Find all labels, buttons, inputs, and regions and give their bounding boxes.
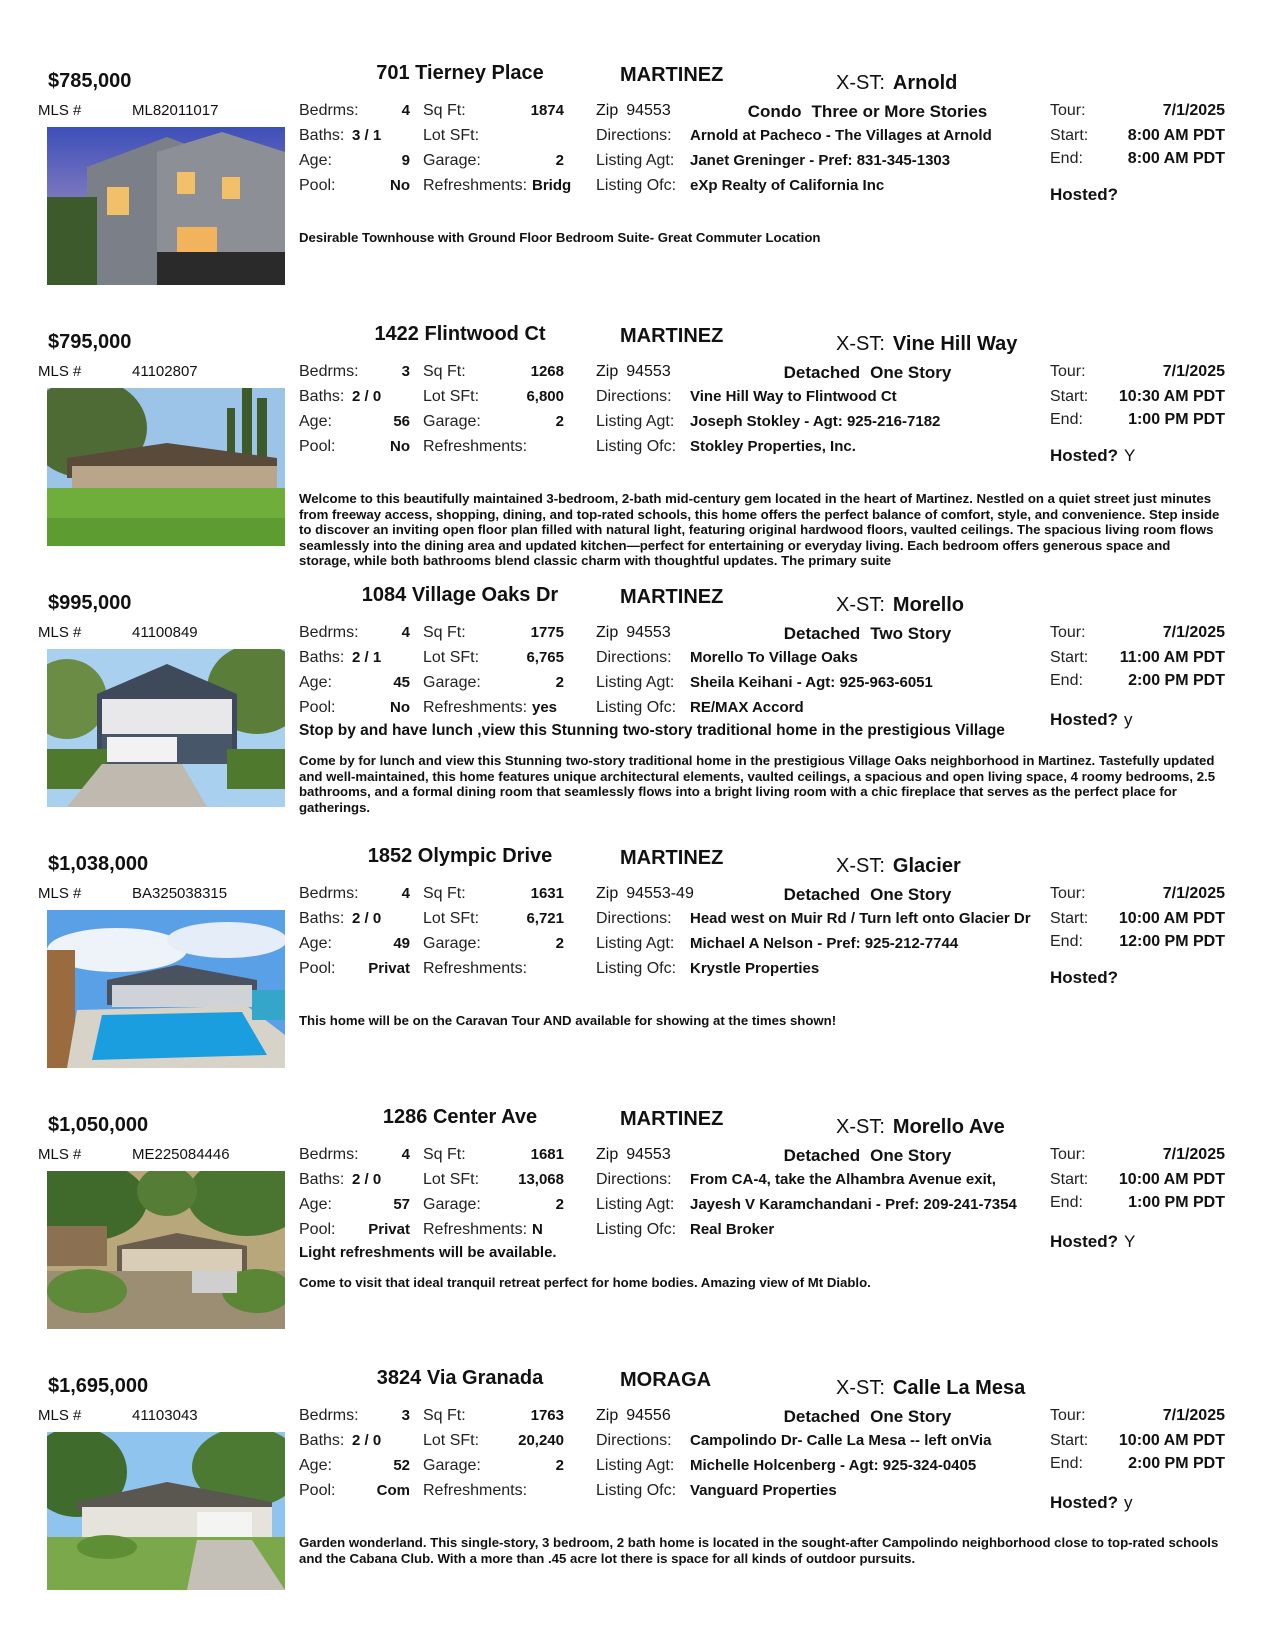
baths-label: Baths: — [299, 388, 345, 405]
refreshments-value: Bridg — [532, 177, 572, 194]
age-label: Age: — [299, 674, 332, 691]
tour-label: Tour: — [1050, 624, 1086, 641]
sqft-value: 1268 — [530, 363, 564, 380]
baths-value: 3 / 1 — [352, 127, 382, 144]
property-type-value: Detached — [783, 1407, 861, 1426]
zip-label: Zip — [596, 624, 619, 641]
bedrooms-label: Bedrms: — [299, 1407, 359, 1424]
property-type — [700, 1146, 1035, 1166]
start-time: 10:00 AM PDT — [1118, 1432, 1225, 1449]
bedrooms-label: Bedrms: — [299, 102, 359, 119]
listing-address: 3824 Via Granada — [376, 1367, 544, 1389]
listing-agent-value: Sheila Keihani - Agt: 925-963-6051 — [690, 674, 933, 691]
cross-street-value: Calle La Mesa — [892, 1377, 1026, 1399]
sqft-label: Sq Ft: — [423, 624, 466, 641]
garage-label: Garage: — [423, 935, 481, 952]
tour-date: 7/1/2025 — [1162, 624, 1225, 641]
listing-subheading: Light refreshments will be available. — [299, 1244, 557, 1261]
property-type-value: Condo — [747, 102, 802, 121]
garage-value: 2 — [555, 152, 564, 169]
garage-label: Garage: — [423, 1457, 481, 1474]
listing-agent-value: Michael A Nelson - Pref: 925-212-7744 — [690, 935, 959, 952]
sqft-label: Sq Ft: — [423, 102, 466, 119]
bedrooms-value: 4 — [401, 1146, 410, 1163]
listing-address: 1852 Olympic Drive — [367, 845, 553, 867]
listing-card — [0, 845, 1275, 1105]
mls-label: MLS # — [38, 624, 82, 641]
listing-card — [0, 584, 1275, 844]
tour-date: 7/1/2025 — [1162, 363, 1225, 380]
listing-price: $795,000 — [48, 331, 132, 353]
bedrooms-value: 4 — [401, 624, 410, 641]
listing-photo — [47, 1432, 285, 1590]
zip-label: Zip — [596, 1407, 619, 1424]
stories-value: One Story — [870, 885, 952, 904]
cross-street-label: X-ST: — [836, 333, 885, 355]
directions-label: Directions: — [596, 127, 672, 144]
zip — [596, 885, 694, 903]
cross-street-label: X-ST: — [836, 1116, 885, 1138]
listing-price: $1,050,000 — [48, 1114, 149, 1136]
cross-street-label: X-ST: — [836, 1377, 885, 1399]
listing-agent-label: Listing Agt: — [596, 674, 675, 691]
cross-street-value: Glacier — [892, 855, 961, 877]
listing-agent-label: Listing Agt: — [596, 1457, 675, 1474]
pool-value: No — [390, 699, 410, 716]
garage-label: Garage: — [423, 152, 481, 169]
listing-photo — [47, 388, 285, 546]
garage-value: 2 — [555, 1196, 564, 1213]
zip — [596, 363, 671, 381]
listing-remarks: This home will be on the Caravan Tour AND available for showing at the times shown! — [299, 1013, 837, 1028]
end-label: End: — [1050, 150, 1083, 167]
listing-address: 1084 Village Oaks Dr — [361, 584, 559, 606]
listing-city: MARTINEZ — [620, 64, 724, 86]
start-label: Start: — [1050, 1432, 1089, 1449]
hosted — [1050, 185, 1124, 205]
property-type-value: Detached — [783, 624, 861, 643]
listing-remarks: Come to visit that ideal tranquil retreat perfect for home bodies. Amazing view of Mt Diablo. — [299, 1275, 871, 1290]
stories-value: One Story — [870, 1407, 952, 1426]
listing-city: MARTINEZ — [620, 586, 724, 608]
sqft-value: 1775 — [530, 624, 564, 641]
stories-value: Two Story — [870, 624, 952, 643]
listing-card — [0, 1367, 1275, 1627]
age-label: Age: — [299, 1457, 332, 1474]
cross-street-value: Vine Hill Way — [892, 333, 1018, 355]
cross-street-label: X-ST: — [836, 855, 885, 877]
age-label: Age: — [299, 152, 332, 169]
listing-photo — [47, 649, 285, 807]
directions-value: Morello To Village Oaks — [690, 649, 858, 666]
baths-label: Baths: — [299, 127, 345, 144]
directions-label: Directions: — [596, 910, 672, 927]
hosted — [1050, 710, 1133, 730]
garage-value: 2 — [555, 1457, 564, 1474]
property-type-value: Detached — [783, 363, 861, 382]
hosted-label: Hosted? — [1050, 968, 1118, 987]
age-value: 9 — [401, 152, 410, 169]
age-label: Age: — [299, 413, 332, 430]
cross-street-value: Arnold — [892, 72, 958, 94]
listing-remarks: Garden wonderland. This single-story, 3 bedroom, 2 bath home is located in the sought-after Campolindo neighborhood close to top-rated schools and the Cabana Club. With a more than .45 acre lot there is space for all kinds of outdoor pursuits. — [299, 1535, 1219, 1566]
directions-value: Arnold at Pacheco - The Villages at Arnold — [690, 127, 992, 144]
garage-value: 2 — [555, 674, 564, 691]
sqft-label: Sq Ft: — [423, 363, 466, 380]
hosted — [1050, 1232, 1135, 1252]
zip-label: Zip — [596, 885, 619, 902]
refreshments-value: N — [532, 1221, 543, 1238]
tour-label: Tour: — [1050, 363, 1086, 380]
lot-sqft-label: Lot SFt: — [423, 1432, 480, 1449]
age-value: 49 — [393, 935, 410, 952]
listing-office-label: Listing Ofc: — [596, 960, 677, 977]
listing-card — [0, 323, 1275, 583]
listing-office-value: Stokley Properties, Inc. — [690, 438, 856, 455]
property-type — [700, 624, 1035, 644]
directions-value: Vine Hill Way to Flintwood Ct — [690, 388, 897, 405]
pool-label: Pool: — [299, 177, 336, 194]
mls-label: MLS # — [38, 363, 82, 380]
listing-office-value: Krystle Properties — [690, 960, 820, 977]
listing-office-value: eXp Realty of California Inc — [690, 177, 885, 194]
directions-label: Directions: — [596, 1171, 672, 1188]
cross-street-label: X-ST: — [836, 72, 885, 94]
listing-photo — [47, 1171, 285, 1329]
end-time: 2:00 PM PDT — [1128, 672, 1225, 689]
listing-office-label: Listing Ofc: — [596, 1482, 677, 1499]
garage-label: Garage: — [423, 1196, 481, 1213]
hosted — [1050, 446, 1135, 466]
mls-label: MLS # — [38, 1407, 82, 1424]
tour-label: Tour: — [1050, 1146, 1086, 1163]
end-time: 1:00 PM PDT — [1128, 1194, 1225, 1211]
bedrooms-label: Bedrms: — [299, 1146, 359, 1163]
listing-office-value: Vanguard Properties — [690, 1482, 837, 1499]
listing-office-value: RE/MAX Accord — [690, 699, 804, 716]
refreshments-label: Refreshments: — [423, 960, 528, 977]
baths-value: 2 / 1 — [352, 649, 382, 666]
listing-address: 1286 Center Ave — [382, 1106, 538, 1128]
baths-value: 2 / 0 — [352, 910, 382, 927]
listing-price: $785,000 — [48, 70, 132, 92]
baths-value: 2 / 0 — [352, 388, 382, 405]
baths-value: 2 / 0 — [352, 1171, 382, 1188]
listing-office-label: Listing Ofc: — [596, 438, 677, 455]
end-time: 2:00 PM PDT — [1128, 1455, 1225, 1472]
age-value: 52 — [393, 1457, 410, 1474]
listing-card — [0, 1106, 1275, 1366]
listing-agent-label: Listing Agt: — [596, 935, 675, 952]
zip-value: 94553-49 — [626, 885, 694, 902]
listing-photo — [47, 127, 285, 285]
start-time: 8:00 AM PDT — [1127, 127, 1225, 144]
bedrooms-label: Bedrms: — [299, 885, 359, 902]
zip — [596, 624, 671, 642]
tour-label: Tour: — [1050, 1407, 1086, 1424]
start-label: Start: — [1050, 1171, 1089, 1188]
hosted-value: Y — [1124, 1232, 1136, 1251]
pool-label: Pool: — [299, 1221, 336, 1238]
pool-label: Pool: — [299, 699, 336, 716]
zip-value: 94556 — [626, 1407, 671, 1424]
end-label: End: — [1050, 1455, 1083, 1472]
lot-sqft-value: 6,800 — [526, 388, 564, 405]
age-label: Age: — [299, 935, 332, 952]
end-time: 12:00 PM PDT — [1119, 933, 1225, 950]
refreshments-label: Refreshments: — [423, 1482, 528, 1499]
property-type — [700, 363, 1035, 383]
listing-address: 701 Tierney Place — [376, 62, 544, 84]
sqft-label: Sq Ft: — [423, 1407, 466, 1424]
cross-street — [836, 1377, 1025, 1400]
age-value: 45 — [393, 674, 410, 691]
start-label: Start: — [1050, 910, 1089, 927]
property-type-value: Detached — [783, 1146, 861, 1165]
listing-photo — [47, 910, 285, 1068]
listing-price: $995,000 — [48, 592, 132, 614]
pool-value: No — [390, 177, 410, 194]
bedrooms-value: 4 — [401, 102, 410, 119]
sqft-value: 1874 — [530, 102, 564, 119]
listing-address: 1422 Flintwood Ct — [374, 323, 546, 345]
end-time: 1:00 PM PDT — [1128, 411, 1225, 428]
stories-value: One Story — [870, 1146, 952, 1165]
lot-sqft-label: Lot SFt: — [423, 649, 480, 666]
baths-label: Baths: — [299, 1432, 345, 1449]
hosted-label: Hosted? — [1050, 1232, 1118, 1251]
end-label: End: — [1050, 672, 1083, 689]
refreshments-label: Refreshments: — [423, 438, 528, 455]
sqft-value: 1763 — [530, 1407, 564, 1424]
zip-label: Zip — [596, 363, 619, 380]
end-time: 8:00 AM PDT — [1127, 150, 1225, 167]
cross-street — [836, 72, 957, 95]
mls-label: MLS # — [38, 102, 82, 119]
property-type — [700, 1407, 1035, 1427]
listing-remarks: Desirable Townhouse with Ground Floor Bedroom Suite- Great Commuter Location — [299, 230, 821, 245]
lot-sqft-label: Lot SFt: — [423, 127, 480, 144]
start-time: 11:00 AM PDT — [1119, 649, 1225, 666]
refreshments-label: Refreshments: — [423, 177, 528, 194]
start-label: Start: — [1050, 388, 1089, 405]
property-type — [700, 885, 1035, 905]
end-label: End: — [1050, 933, 1083, 950]
refreshments-label: Refreshments: — [423, 699, 528, 716]
sqft-label: Sq Ft: — [423, 1146, 466, 1163]
mls-number: BA325038315 — [132, 885, 228, 902]
listing-office-value: Real Broker — [690, 1221, 775, 1238]
zip-value: 94553 — [626, 363, 671, 380]
garage-value: 2 — [555, 935, 564, 952]
pool-label: Pool: — [299, 1482, 336, 1499]
stories-value: Three or More Stories — [811, 102, 988, 121]
lot-sqft-value: 6,765 — [526, 649, 564, 666]
tour-date: 7/1/2025 — [1162, 102, 1225, 119]
listing-city: MARTINEZ — [620, 847, 724, 869]
start-time: 10:30 AM PDT — [1118, 388, 1225, 405]
mls-number: ML82011017 — [132, 102, 219, 119]
pool-value: Privat — [368, 1221, 410, 1238]
hosted-value: Y — [1124, 446, 1136, 465]
directions-label: Directions: — [596, 1432, 672, 1449]
sqft-value: 1631 — [530, 885, 564, 902]
hosted — [1050, 1493, 1133, 1513]
listing-office-label: Listing Ofc: — [596, 177, 677, 194]
mls-number: ME225084446 — [132, 1146, 230, 1163]
zip-label: Zip — [596, 102, 619, 119]
zip — [596, 1407, 671, 1425]
mls-label: MLS # — [38, 885, 82, 902]
listing-subheading: Stop by and have lunch ,view this Stunning two-story traditional home in the prestigious Village — [299, 722, 1005, 739]
start-time: 10:00 AM PDT — [1118, 1171, 1225, 1188]
directions-value: Head west on Muir Rd / Turn left onto Glacier Dr — [690, 910, 1031, 927]
sqft-value: 1681 — [530, 1146, 564, 1163]
hosted-label: Hosted? — [1050, 446, 1118, 465]
listing-card — [0, 62, 1275, 322]
pool-value: Com — [376, 1482, 410, 1499]
listing-agent-value: Michelle Holcenberg - Agt: 925-324-0405 — [690, 1457, 977, 1474]
garage-label: Garage: — [423, 674, 481, 691]
zip-value: 94553 — [626, 1146, 671, 1163]
start-label: Start: — [1050, 649, 1089, 666]
baths-label: Baths: — [299, 649, 345, 666]
hosted-label: Hosted? — [1050, 185, 1118, 204]
property-type-value: Detached — [783, 885, 861, 904]
lot-sqft-value: 6,721 — [526, 910, 564, 927]
mls-number: 41102807 — [132, 363, 198, 380]
mls-number: 41100849 — [132, 624, 198, 641]
cross-street — [836, 333, 1017, 356]
bedrooms-value: 3 — [401, 363, 410, 380]
cross-street-label: X-ST: — [836, 594, 885, 616]
pool-value: No — [390, 438, 410, 455]
listing-agent-label: Listing Agt: — [596, 152, 675, 169]
listing-price: $1,695,000 — [48, 1375, 149, 1397]
zip — [596, 102, 671, 120]
lot-sqft-label: Lot SFt: — [423, 1171, 480, 1188]
listing-agent-label: Listing Agt: — [596, 413, 675, 430]
listing-city: MARTINEZ — [620, 325, 724, 347]
directions-label: Directions: — [596, 649, 672, 666]
garage-label: Garage: — [423, 413, 481, 430]
end-label: End: — [1050, 1194, 1083, 1211]
start-label: Start: — [1050, 127, 1089, 144]
lot-sqft-label: Lot SFt: — [423, 910, 480, 927]
baths-value: 2 / 0 — [352, 1432, 382, 1449]
age-value: 57 — [393, 1196, 410, 1213]
tour-label: Tour: — [1050, 885, 1086, 902]
hosted-value: y — [1124, 1493, 1133, 1512]
pool-value: Privat — [368, 960, 410, 977]
lot-sqft-label: Lot SFt: — [423, 388, 480, 405]
zip-label: Zip — [596, 1146, 619, 1163]
cross-street — [836, 855, 961, 878]
bedrooms-label: Bedrms: — [299, 624, 359, 641]
garage-value: 2 — [555, 413, 564, 430]
lot-sqft-value: 13,068 — [518, 1171, 564, 1188]
hosted-value: y — [1124, 710, 1133, 729]
zip-value: 94553 — [626, 102, 671, 119]
pool-label: Pool: — [299, 438, 336, 455]
listing-price: $1,038,000 — [48, 853, 149, 875]
listing-office-label: Listing Ofc: — [596, 1221, 677, 1238]
age-label: Age: — [299, 1196, 332, 1213]
listing-remarks: Come by for lunch and view this Stunning two-story traditional home in the prestigious Village Oaks neighborhood in Martinez. Tastefully updated and well-maintained, this home features unique architectural elements, vaulted ceilings, a spacious and open living space, 4 roomy bedrooms, 2.5 bathrooms, and a formal dining room that seamlessly flows into a bright living room with a chic fireplace that serves as the perfect place for gatherings. — [299, 753, 1216, 815]
tour-date: 7/1/2025 — [1162, 1407, 1225, 1424]
hosted-label: Hosted? — [1050, 1493, 1118, 1512]
tour-date: 7/1/2025 — [1162, 1146, 1225, 1163]
directions-value: From CA-4, take the Alhambra Avenue exit, — [690, 1171, 996, 1188]
start-time: 10:00 AM PDT — [1118, 910, 1225, 927]
listing-agent-value: Joseph Stokley - Agt: 925-216-7182 — [690, 413, 941, 430]
cross-street-value: Morello — [892, 594, 965, 616]
pool-label: Pool: — [299, 960, 336, 977]
lot-sqft-value: 20,240 — [518, 1432, 564, 1449]
tour-date: 7/1/2025 — [1162, 885, 1225, 902]
zip-value: 94553 — [626, 624, 671, 641]
baths-label: Baths: — [299, 1171, 345, 1188]
listing-city: MORAGA — [620, 1369, 712, 1391]
end-label: End: — [1050, 411, 1083, 428]
tour-label: Tour: — [1050, 102, 1086, 119]
bedrooms-label: Bedrms: — [299, 363, 359, 380]
listing-city: MARTINEZ — [620, 1108, 724, 1130]
cross-street-value: Morello Ave — [892, 1116, 1005, 1138]
hosted-label: Hosted? — [1050, 710, 1118, 729]
listing-agent-value: Jayesh V Karamchandani - Pref: 209-241-7354 — [690, 1196, 1017, 1213]
directions-label: Directions: — [596, 388, 672, 405]
mls-label: MLS # — [38, 1146, 82, 1163]
listing-agent-value: Janet Greninger - Pref: 831-345-1303 — [690, 152, 951, 169]
refreshments-label: Refreshments: — [423, 1221, 528, 1238]
directions-value: Campolindo Dr- Calle La Mesa -- left onVia — [690, 1432, 992, 1449]
age-value: 56 — [393, 413, 410, 430]
baths-label: Baths: — [299, 910, 345, 927]
mls-number: 41103043 — [132, 1407, 198, 1424]
refreshments-value: yes — [532, 699, 558, 716]
sqft-label: Sq Ft: — [423, 885, 466, 902]
stories-value: One Story — [870, 363, 952, 382]
listing-agent-label: Listing Agt: — [596, 1196, 675, 1213]
property-type — [700, 102, 1035, 122]
cross-street — [836, 1116, 1005, 1139]
cross-street — [836, 594, 964, 617]
bedrooms-value: 4 — [401, 885, 410, 902]
bedrooms-value: 3 — [401, 1407, 410, 1424]
listing-remarks: Welcome to this beautifully maintained 3-bedroom, 2-bath mid-century gem located in the heart of Martinez. Nestled on a quiet street just minutes from freeway access, shopping, dining, and top-rated schools, this home offers the perfect balance of comfort, style, and convenience. Step inside to discover an inviting open floor plan filled with natural light, featuring original hardwood floors, vaulted ceilings. The spacious living room flows seamlessly into the dining area and updated kitchen—perfect for entertaining or everyday living. Each bedroom offers generous space and storage, while both bathrooms blend classic charm with thoughtful updates. The primary suite — [299, 491, 1220, 568]
listing-office-label: Listing Ofc: — [596, 699, 677, 716]
zip — [596, 1146, 671, 1164]
hosted — [1050, 968, 1124, 988]
